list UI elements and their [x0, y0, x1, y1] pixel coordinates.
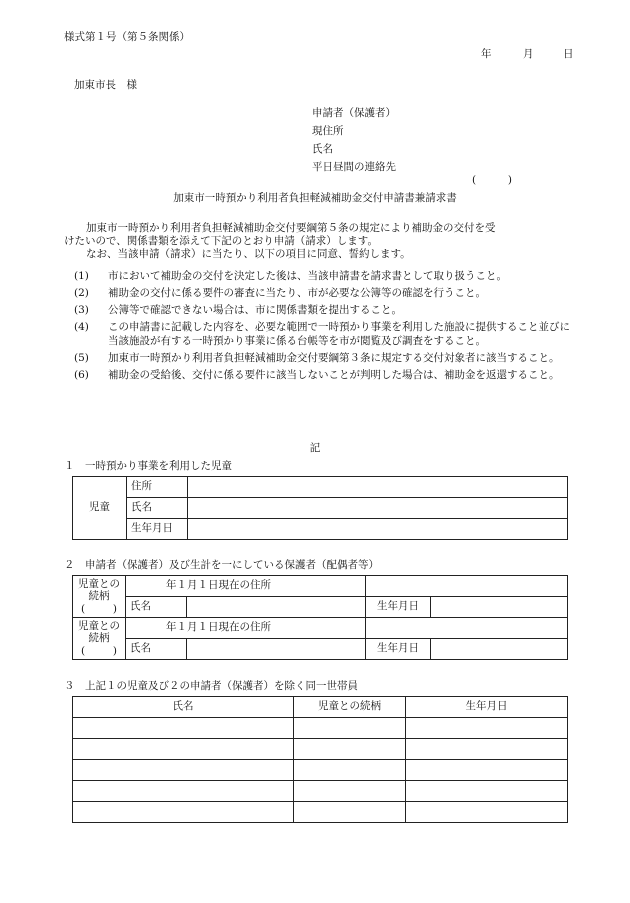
consent-item — [74, 287, 579, 300]
table-row — [73, 718, 568, 739]
form-number: 様式第１号（第５条関係） — [64, 31, 190, 43]
guardian-birth-label: 生年月日 — [366, 639, 431, 660]
col-relation-header: 児童との続柄 — [294, 697, 406, 718]
section3-heading: ３ 上記１の児童及び２の申請者（保護者）を除く同一世帯員 — [64, 680, 358, 692]
table-row — [73, 802, 568, 823]
member-name-field[interactable] — [73, 718, 294, 739]
paren-close: ) — [112, 602, 117, 615]
member-birth-field[interactable] — [406, 781, 568, 802]
child-birth-field[interactable] — [188, 519, 568, 540]
document-title: 加東市一時預かり利用者負担軽減補助金交付申請書兼請求書 — [173, 192, 457, 204]
applicant-block — [312, 107, 512, 187]
member-relation-field[interactable] — [294, 760, 406, 781]
member-birth-field[interactable] — [406, 718, 568, 739]
col-name-header: 氏名 — [73, 697, 294, 718]
address-label: 現住所 — [312, 125, 344, 137]
member-name-field[interactable] — [73, 781, 294, 802]
date-day: 日 — [563, 48, 574, 60]
guardian-name-field[interactable] — [187, 597, 366, 618]
name-label: 氏名 — [312, 143, 333, 155]
jan1-address-field[interactable] — [366, 618, 568, 639]
child-address-field[interactable] — [188, 477, 568, 498]
item-number: (5) — [74, 351, 89, 364]
jan1-address-label: 年１月１日現在の住所 — [126, 576, 366, 597]
consent-items — [74, 270, 579, 386]
paren-open: ( — [81, 644, 86, 657]
jan1-address-label: 年１月１日現在の住所 — [126, 618, 366, 639]
item-number: (3) — [74, 304, 89, 317]
guardian-table — [72, 575, 568, 660]
child-name-label: 氏名 — [127, 498, 188, 519]
ki-heading: 記 — [309, 442, 321, 454]
consent-item — [74, 369, 579, 382]
applicant-label: 申請者（保護者） — [312, 107, 396, 119]
paren-open: ( — [472, 174, 477, 187]
intro-line-2: けたいので、関係書類を添えて下記のとおり申請（請求）します。 — [64, 235, 378, 248]
table-row — [73, 760, 568, 781]
relation-cell — [73, 618, 126, 660]
member-name-field[interactable] — [73, 760, 294, 781]
item-text: この申請書に記載した内容を、必要な範囲で一時預かり事業を利用した施設に提供すること並びに当該施設が有する一時預かり事業に係る台帳等を市が閲覧及び調査をすること。 — [108, 321, 570, 347]
paren-close: ) — [112, 644, 117, 657]
guardian-birth-field[interactable] — [431, 639, 568, 660]
child-address-label: 住所 — [127, 477, 188, 498]
relation-label: 児童との — [78, 578, 120, 591]
relation-cell — [73, 576, 126, 618]
member-relation-field[interactable] — [294, 718, 406, 739]
item-number: (6) — [74, 368, 89, 381]
contact-row — [312, 161, 512, 187]
intro-text — [64, 222, 584, 261]
guardian-birth-label: 生年月日 — [366, 597, 431, 618]
guardian-name-label: 氏名 — [126, 639, 187, 660]
member-relation-field[interactable] — [294, 802, 406, 823]
col-birth-header: 生年月日 — [406, 697, 568, 718]
child-table — [72, 476, 568, 540]
paren-close: ) — [507, 174, 512, 187]
item-number: (1) — [74, 270, 89, 282]
consent-item — [74, 270, 579, 283]
addressee: 加東市長 様 — [74, 79, 137, 91]
member-birth-field[interactable] — [406, 739, 568, 760]
member-relation-field[interactable] — [294, 739, 406, 760]
member-name-field[interactable] — [73, 802, 294, 823]
date-year: 年 — [481, 48, 492, 60]
table-row — [73, 781, 568, 802]
guardian-birth-field[interactable] — [431, 597, 568, 618]
contact-paren — [472, 174, 512, 187]
date-month: 月 — [523, 48, 534, 60]
table-row — [73, 739, 568, 760]
paren-open: ( — [81, 602, 86, 615]
child-name-field[interactable] — [188, 498, 568, 519]
item-number: (4) — [74, 321, 89, 334]
consent-item — [74, 304, 579, 317]
relation-paren[interactable] — [73, 645, 125, 657]
consent-item — [74, 352, 579, 365]
item-text: 補助金の受給後、交付に係る要件に該当しないことが判明した場合は、補助金を返還すること。 — [108, 368, 560, 381]
member-relation-field[interactable] — [294, 781, 406, 802]
jan1-address-field[interactable] — [366, 576, 568, 597]
item-number: (2) — [74, 287, 89, 300]
intro-line-3: なお、当該申請（請求）に当たり、以下の項目に同意、誓約します。 — [86, 248, 411, 261]
relation-paren[interactable] — [73, 603, 125, 615]
contact-label: 平日昼間の連絡先 — [312, 161, 396, 173]
section2-heading: ２ 申請者（保護者）及び生計を一にしている保護者（配偶者等） — [64, 559, 379, 571]
relation-label: 続柄 — [88, 632, 110, 645]
child-birth-label: 生年月日 — [127, 519, 188, 540]
item-text: 公簿等で確認できない場合は、市に関係書類を提出すること。 — [108, 304, 402, 317]
child-label: 児童 — [73, 477, 127, 540]
item-text: 補助金の交付に係る要件の審査に当たり、市が必要な公簿等の確認を行うこと。 — [108, 287, 486, 300]
intro-line-1: 加東市一時預かり利用者負担軽減補助金交付要綱第５条の規定により補助金の交付を受 — [86, 222, 496, 234]
member-birth-field[interactable] — [406, 760, 568, 781]
item-text: 加東市一時預かり利用者負担軽減補助金交付要綱第３条に規定する交付対象者に該当すること。 — [108, 351, 560, 364]
item-text: 市において補助金の交付を決定した後は、当該申請書を請求書として取り扱うこと。 — [108, 270, 507, 282]
relation-label: 続柄 — [88, 590, 110, 603]
guardian-name-field[interactable] — [187, 639, 366, 660]
member-name-field[interactable] — [73, 739, 294, 760]
section1-heading: １ 一時預かり事業を利用した児童 — [64, 460, 232, 472]
guardian-name-label: 氏名 — [126, 597, 187, 618]
consent-item — [74, 321, 579, 347]
relation-label: 児童との — [78, 620, 120, 633]
household-table — [72, 696, 568, 823]
member-birth-field[interactable] — [406, 802, 568, 823]
